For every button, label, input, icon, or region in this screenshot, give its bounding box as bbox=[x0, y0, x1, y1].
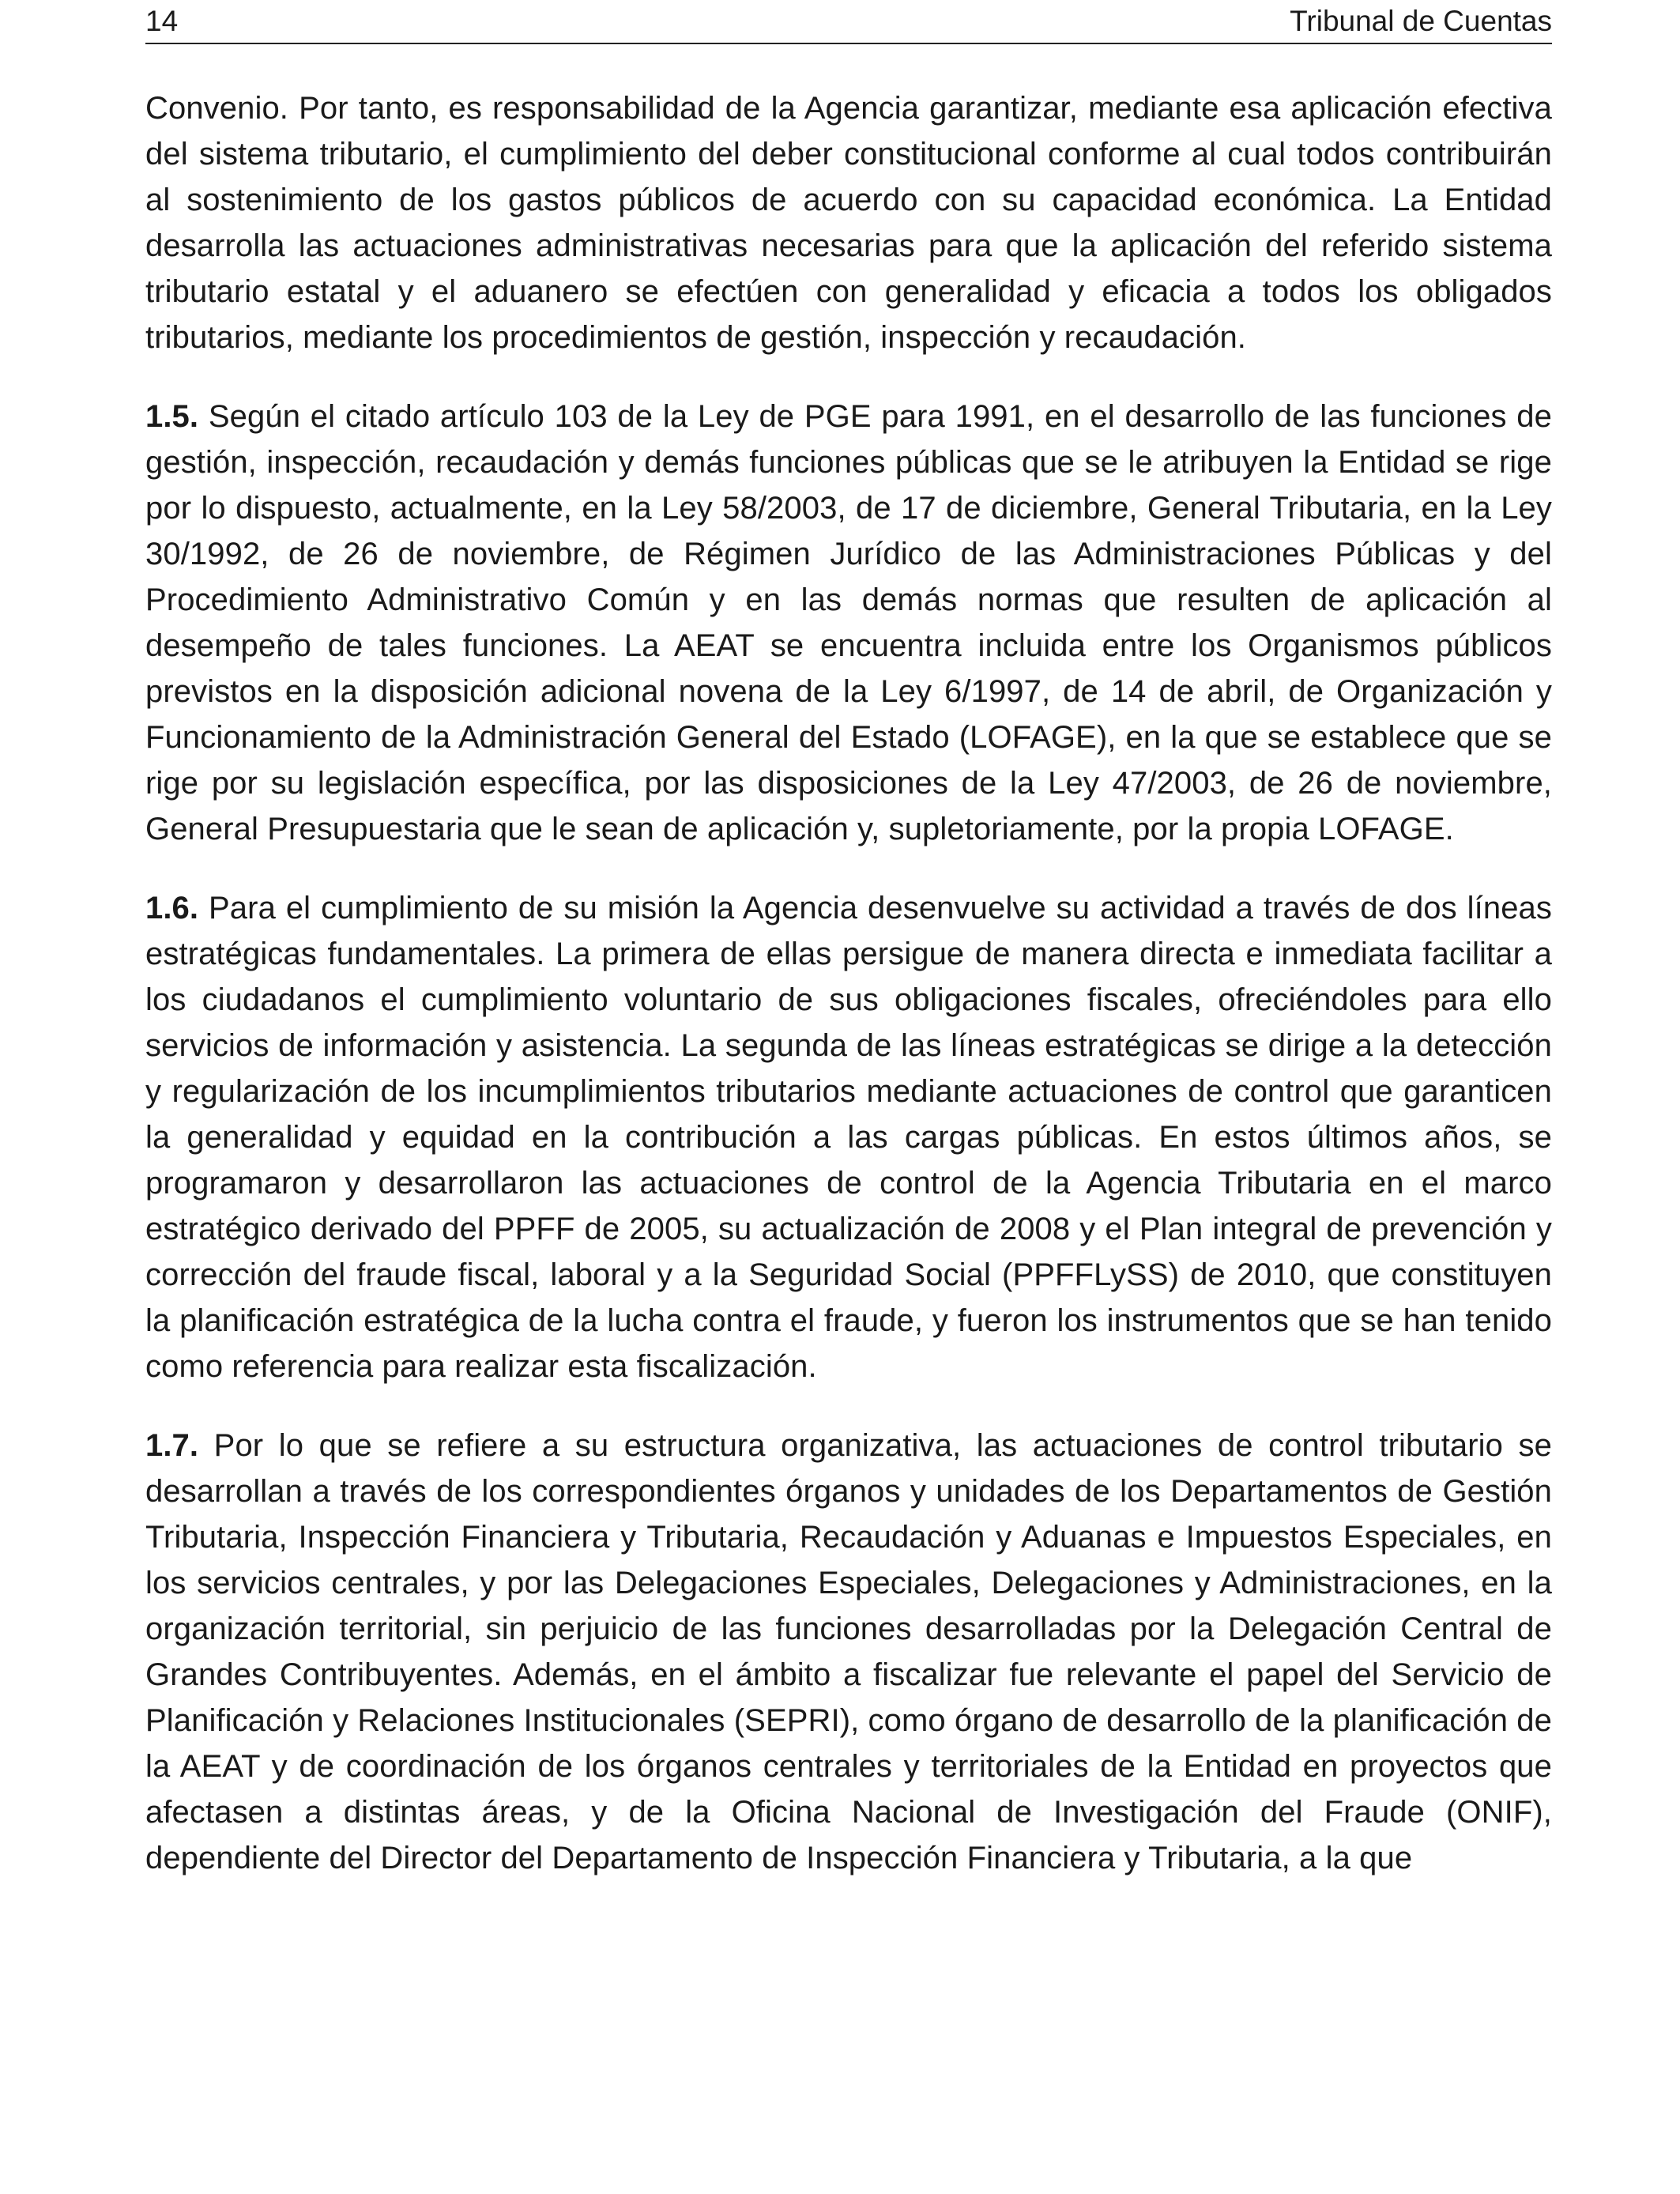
page-number: 14 bbox=[145, 5, 179, 37]
paragraph-number: 1.6. bbox=[145, 891, 199, 925]
page-header bbox=[145, 0, 1552, 44]
paragraph-text: Según el citado artículo 103 de la Ley de PGE para 1991, en el desarrollo de las funciones de gestión, inspección, recaudación y demás funciones públicas que se le atribuyen la Entidad se rige por lo dispuesto, actualmente, en la Ley 58/2003, de 17 de diciembre, General Tributaria, en la Ley 30/1992, de 26 de noviembre, de Régimen Jurídico de las Administraciones Públicas y del Procedimiento Administrativo Común y en las demás normas que resulten de aplicación al desempeño de tales funciones. La AEAT se encuentra incluida entre los Organismos públicos previstos en la disposición adicional novena de la Ley 6/1997, de 14 de abril, de Organización y Funcionamiento de la Administración General del Estado (LOFAGE), en la que se establece que se rige por su legislación específica, por las disposiciones de la Ley 47/2003, de 26 de noviembre, General Presupuestaria que le sean de aplicación y, supletoriamente, por la propia LOFAGE. bbox=[145, 399, 1553, 846]
paragraph-1-5 bbox=[145, 394, 1552, 852]
body-text bbox=[145, 85, 1552, 1881]
paragraph-continuation bbox=[145, 85, 1552, 360]
paragraph-number: 1.5. bbox=[145, 399, 199, 434]
paragraph-text: Por lo que se refiere a su estructura organizativa, las actuaciones de control tributario se desarrollan a través de los correspondientes órganos y unidades de los Departamentos de Gestión Tributaria, Inspección Financiera y Tributaria, Recaudación y Aduanas e Impuestos Especiales, en los servicios centrales, y por las Delegaciones Especiales, Delegaciones y Administraciones, en la organización territorial, sin perjuicio de las funciones desarrolladas por la Delegación Central de Grandes Contribuyentes. Además, en el ámbito a fiscalizar fue relevante el papel del Servicio de Planificación y Relaciones Institucionales (SEPRI), como órgano de desarrollo de la planificación de la AEAT y de coordinación de los órganos centrales y territoriales de la Entidad en proyectos que afectasen a distintas áreas, y de la Oficina Nacional de Investigación del Fraude (ONIF), dependiente del Director del Departamento de Inspección Financiera y Tributaria, a la que bbox=[145, 1428, 1552, 1875]
paragraph-1-7 bbox=[145, 1423, 1552, 1881]
paragraph-text: Para el cumplimiento de su misión la Agencia desenvuelve su actividad a través de dos líneas estratégicas fundamentales. La primera de ellas persigue de manera directa e inmediata facilitar a los ciudadanos el cumplimiento voluntario de sus obligaciones fiscales, ofreciéndoles para ello servicios de información y asistencia. La segunda de las líneas estratégicas se dirige a la detección y regularización de los incumplimientos tributarios mediante actuaciones de control que garanticen la generalidad y equidad en la contribución a las cargas públicas. En estos últimos años, se programaron y desarrollaron las actuaciones de control de la Agencia Tributaria en el marco estratégico derivado del PPFF de 2005, su actualización de 2008 y el Plan integral de prevención y corrección del fraude fiscal, laboral y a la Seguridad Social (PPFFLySS) de 2010, que constituyen la planificación estratégica de la lucha contra el fraude, y fueron los instrumentos que se han tenido como referencia para realizar esta fiscalización. bbox=[145, 891, 1552, 1384]
paragraph-1-6 bbox=[145, 885, 1552, 1389]
document-page bbox=[145, 0, 1552, 1914]
paragraph-number: 1.7. bbox=[145, 1428, 199, 1463]
paragraph-text: Convenio. Por tanto, es responsabilidad de la Agencia garantizar, mediante esa aplicación efectiva del sistema tributario, el cumplimiento del deber constitucional conforme al cual todos contribuirán al sostenimiento de los gastos públicos de acuerdo con su capacidad económica. La Entidad desarrolla las actuaciones administrativas necesarias para que la aplicación del referido sistema tributario estatal y el aduanero se efectúen con generalidad y eficacia a todos los obligados tributarios, mediante los procedimientos de gestión, inspección y recaudación. bbox=[145, 91, 1552, 355]
running-title: Tribunal de Cuentas bbox=[1290, 5, 1552, 37]
